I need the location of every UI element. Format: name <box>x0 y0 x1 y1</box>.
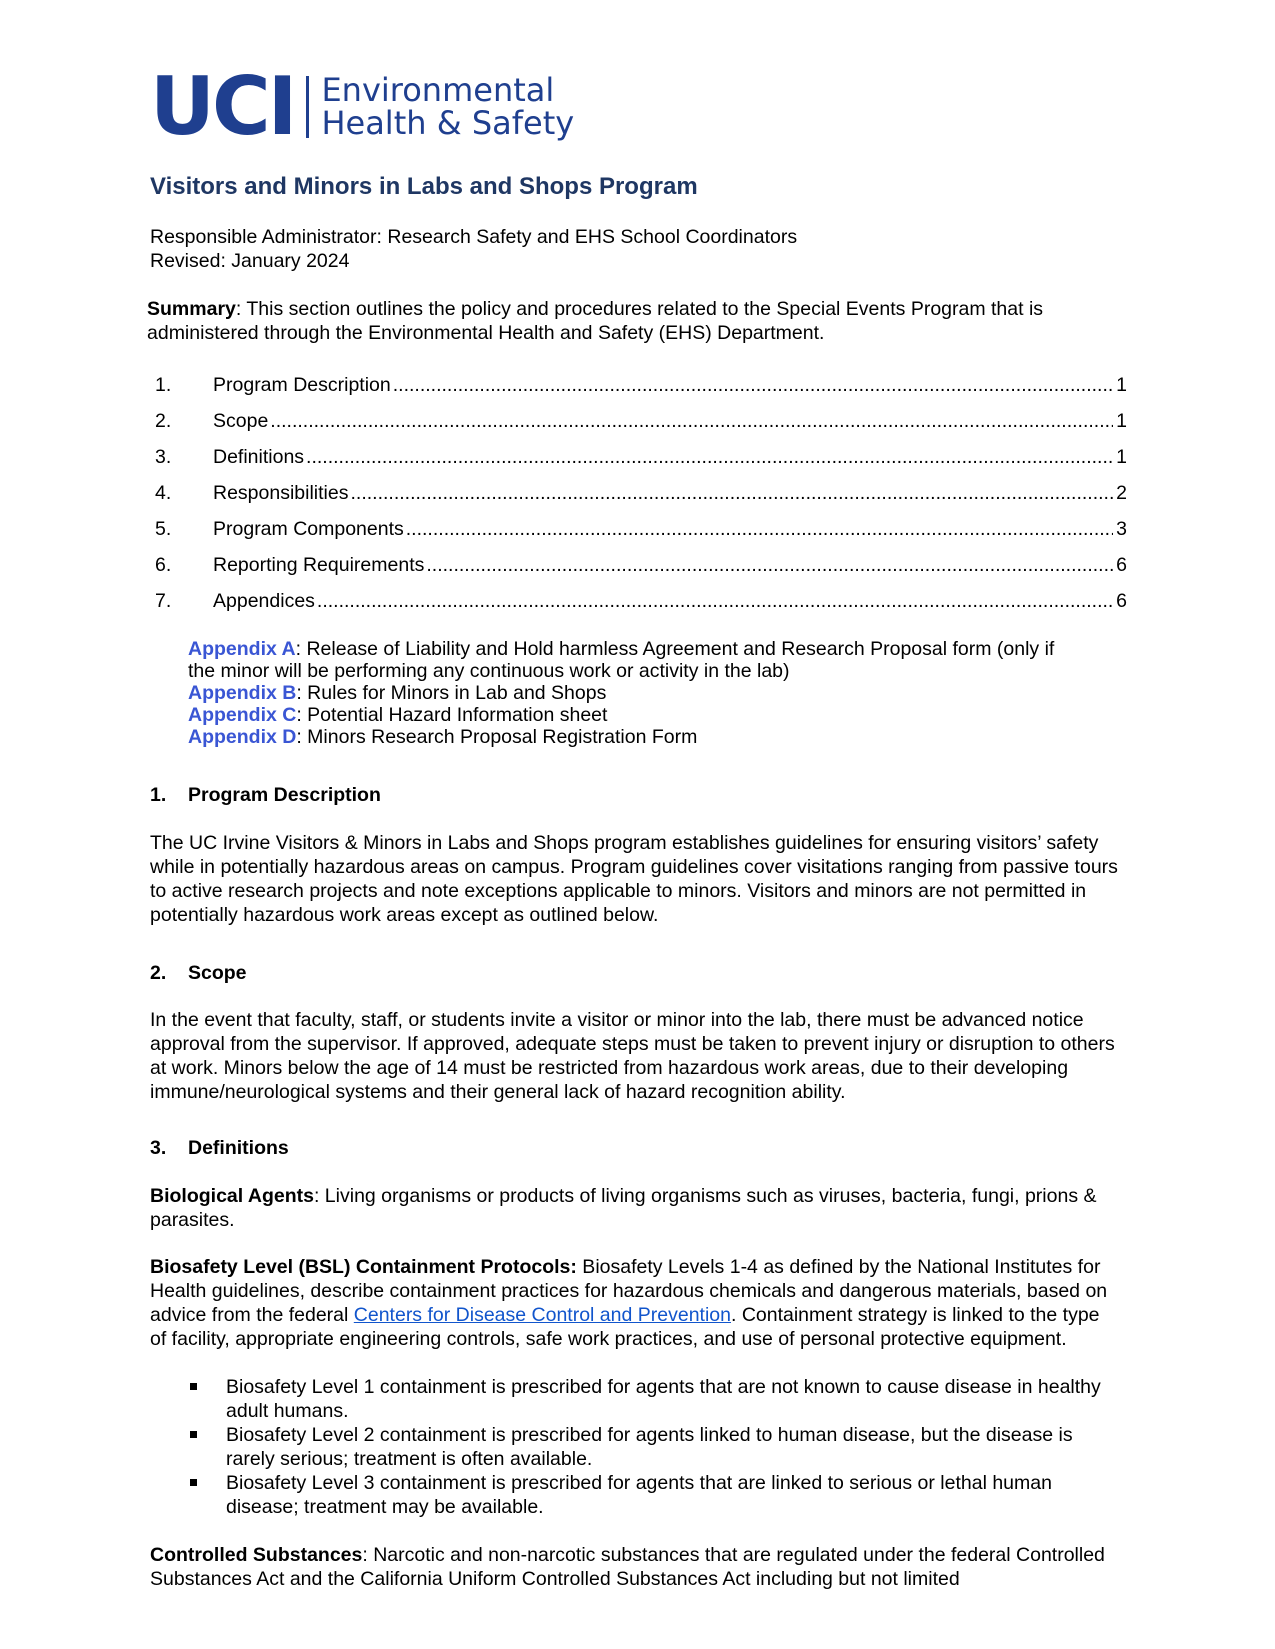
logo-wordmark <box>321 71 575 142</box>
section-title: Program Description <box>188 784 381 806</box>
list-item: Biosafety Level 1 containment is prescribed for agents that are not known to cause disease in healthy adult humans. <box>188 1375 1118 1423</box>
document-meta <box>150 225 797 273</box>
toc-page: 3 <box>1116 518 1127 540</box>
appendix-b-text: : Rules for Minors in Lab and Shops <box>296 682 607 704</box>
toc-leader <box>317 589 1113 613</box>
definition-text: : Narcotic and non-narcotic substances that are regulated under the federal Controlled Substances Act and the California Uniform Controlled Substances Act including but not limited <box>150 1544 1105 1590</box>
toc-entry[interactable] <box>155 553 1127 589</box>
definition-text: Biosafety Levels 1-4 as defined by the National Institutes for Health guidelines, describe containment practices for hazardous chemicals and dangerous materials, based on advice from the federal <box>150 1256 1108 1326</box>
appendix-list <box>188 638 1068 748</box>
toc-number: 3. <box>155 446 172 468</box>
definition-term: Biosafety Level (BSL) Containment Protocols: <box>150 1256 577 1278</box>
section-3-heading <box>150 1136 289 1160</box>
logo-divider <box>306 76 309 138</box>
appendix-item <box>188 704 1068 726</box>
toc-entry[interactable] <box>155 445 1127 481</box>
toc-number: 4. <box>155 482 172 504</box>
appendix-item <box>188 638 1068 682</box>
summary-paragraph <box>147 297 1137 345</box>
toc-leader <box>406 517 1113 541</box>
toc-number: 1. <box>155 374 172 396</box>
table-of-contents <box>155 373 1127 625</box>
toc-leader <box>426 553 1113 577</box>
toc-page: 6 <box>1116 554 1127 576</box>
section-2-heading <box>150 961 247 985</box>
section-number: 3. <box>150 1137 167 1159</box>
summary-text: : This section outlines the policy and procedures related to the Special Events Program that is administered through the Environmental Health and Safety (EHS) Department. <box>147 298 1044 344</box>
toc-entry[interactable] <box>155 517 1127 553</box>
definition-bsl <box>150 1255 1120 1351</box>
list-item: Biosafety Level 2 containment is prescribed for agents linked to human disease, but the disease is rarely serious; treatment is often available. <box>188 1423 1118 1471</box>
definition-biological-agents <box>150 1184 1120 1232</box>
toc-entry[interactable] <box>155 373 1127 409</box>
logo-line-2: Health & Safety <box>321 104 575 142</box>
logo-line-1: Environmental <box>321 71 555 109</box>
appendix-d-label: Appendix D <box>188 726 297 748</box>
logo-mark: UCI <box>150 60 295 153</box>
appendix-b-label: Appendix B <box>188 682 297 704</box>
revised-date: Revised: January 2024 <box>150 250 350 272</box>
section-title: Definitions <box>188 1137 289 1159</box>
toc-leader <box>350 481 1113 505</box>
toc-title: Scope <box>213 410 269 432</box>
toc-entry[interactable] <box>155 589 1127 625</box>
appendix-d-text: : Minors Research Proposal Registration Form <box>296 726 698 748</box>
definition-term: Biological Agents <box>150 1185 314 1207</box>
toc-entry[interactable] <box>155 409 1127 445</box>
toc-title: Program Description <box>213 374 391 396</box>
toc-page: 2 <box>1116 482 1127 504</box>
section-2-body: In the event that faculty, staff, or students invite a visitor or minor into the lab, there must be advanced notice approval from the supervisor. If approved, adequate steps must be taken to prevent injury or disruption to others at work. Minors below the age of 14 must be restricted from hazardous work areas, due to their developing immune/neurological systems and their general lack of hazard recognition ability. <box>150 1009 1115 1103</box>
definition-controlled-substances <box>150 1543 1120 1591</box>
toc-number: 2. <box>155 410 172 432</box>
toc-page: 1 <box>1116 410 1127 432</box>
appendix-a-label: Appendix A <box>188 638 296 660</box>
toc-title: Responsibilities <box>213 482 349 504</box>
section-number: 2. <box>150 962 167 984</box>
toc-leader <box>270 409 1113 433</box>
toc-page: 6 <box>1116 590 1127 612</box>
toc-page: 1 <box>1116 374 1127 396</box>
toc-title: Program Components <box>213 518 404 540</box>
appendix-c-label: Appendix C <box>188 704 297 726</box>
responsible-administrator: Responsible Administrator: Research Safety and EHS School Coordinators <box>150 226 798 248</box>
toc-title: Definitions <box>213 446 305 468</box>
definition-text: : Living organisms or products of living organisms such as viruses, bacteria, fungi, prions & parasites. <box>150 1185 1097 1231</box>
toc-entry[interactable] <box>155 481 1127 517</box>
appendix-item <box>188 726 1068 748</box>
definition-text: . Containment strategy is linked to the type of facility, appropriate engineering controls, safe work practices, and use of personal protective equipment. <box>150 1304 1100 1350</box>
cdc-link[interactable]: Centers for Disease Control and Prevention <box>353 1304 731 1326</box>
uci-ehs-logo <box>150 60 575 153</box>
toc-page: 1 <box>1116 446 1127 468</box>
section-number: 1. <box>150 784 167 806</box>
section-1-body: The UC Irvine Visitors & Minors in Labs and Shops program establishes guidelines for ensuring visitors’ safety while in potentially hazardous areas on campus. Program guidelines cover visitations ranging from passive tours to active research projects and note exceptions applicable to minors. Visitors and minors are not permitted in potentially hazardous work areas except as outlined below. <box>150 832 1118 926</box>
appendix-a-text: : Release of Liability and Hold harmless Agreement and Research Proposal form (only if the minor will be performing any continuous work or activity in the lab) <box>188 638 1055 682</box>
toc-number: 7. <box>155 590 172 612</box>
appendix-c-text: : Potential Hazard Information sheet <box>296 704 608 726</box>
toc-title: Appendices <box>213 590 315 612</box>
definition-term: Controlled Substances <box>150 1544 363 1566</box>
section-1-heading <box>150 783 381 807</box>
bsl-bullet-list <box>188 1375 1118 1519</box>
toc-number: 6. <box>155 554 172 576</box>
list-item: Biosafety Level 3 containment is prescribed for agents that are linked to serious or lethal human disease; treatment may be available. <box>188 1471 1118 1519</box>
toc-leader <box>393 373 1113 397</box>
summary-label: Summary <box>147 298 236 320</box>
section-title: Scope <box>188 962 247 984</box>
toc-number: 5. <box>155 518 172 540</box>
document-title: Visitors and Minors in Labs and Shops Program <box>150 173 698 200</box>
appendix-item <box>188 682 1068 704</box>
toc-leader <box>306 445 1113 469</box>
toc-title: Reporting Requirements <box>213 554 425 576</box>
